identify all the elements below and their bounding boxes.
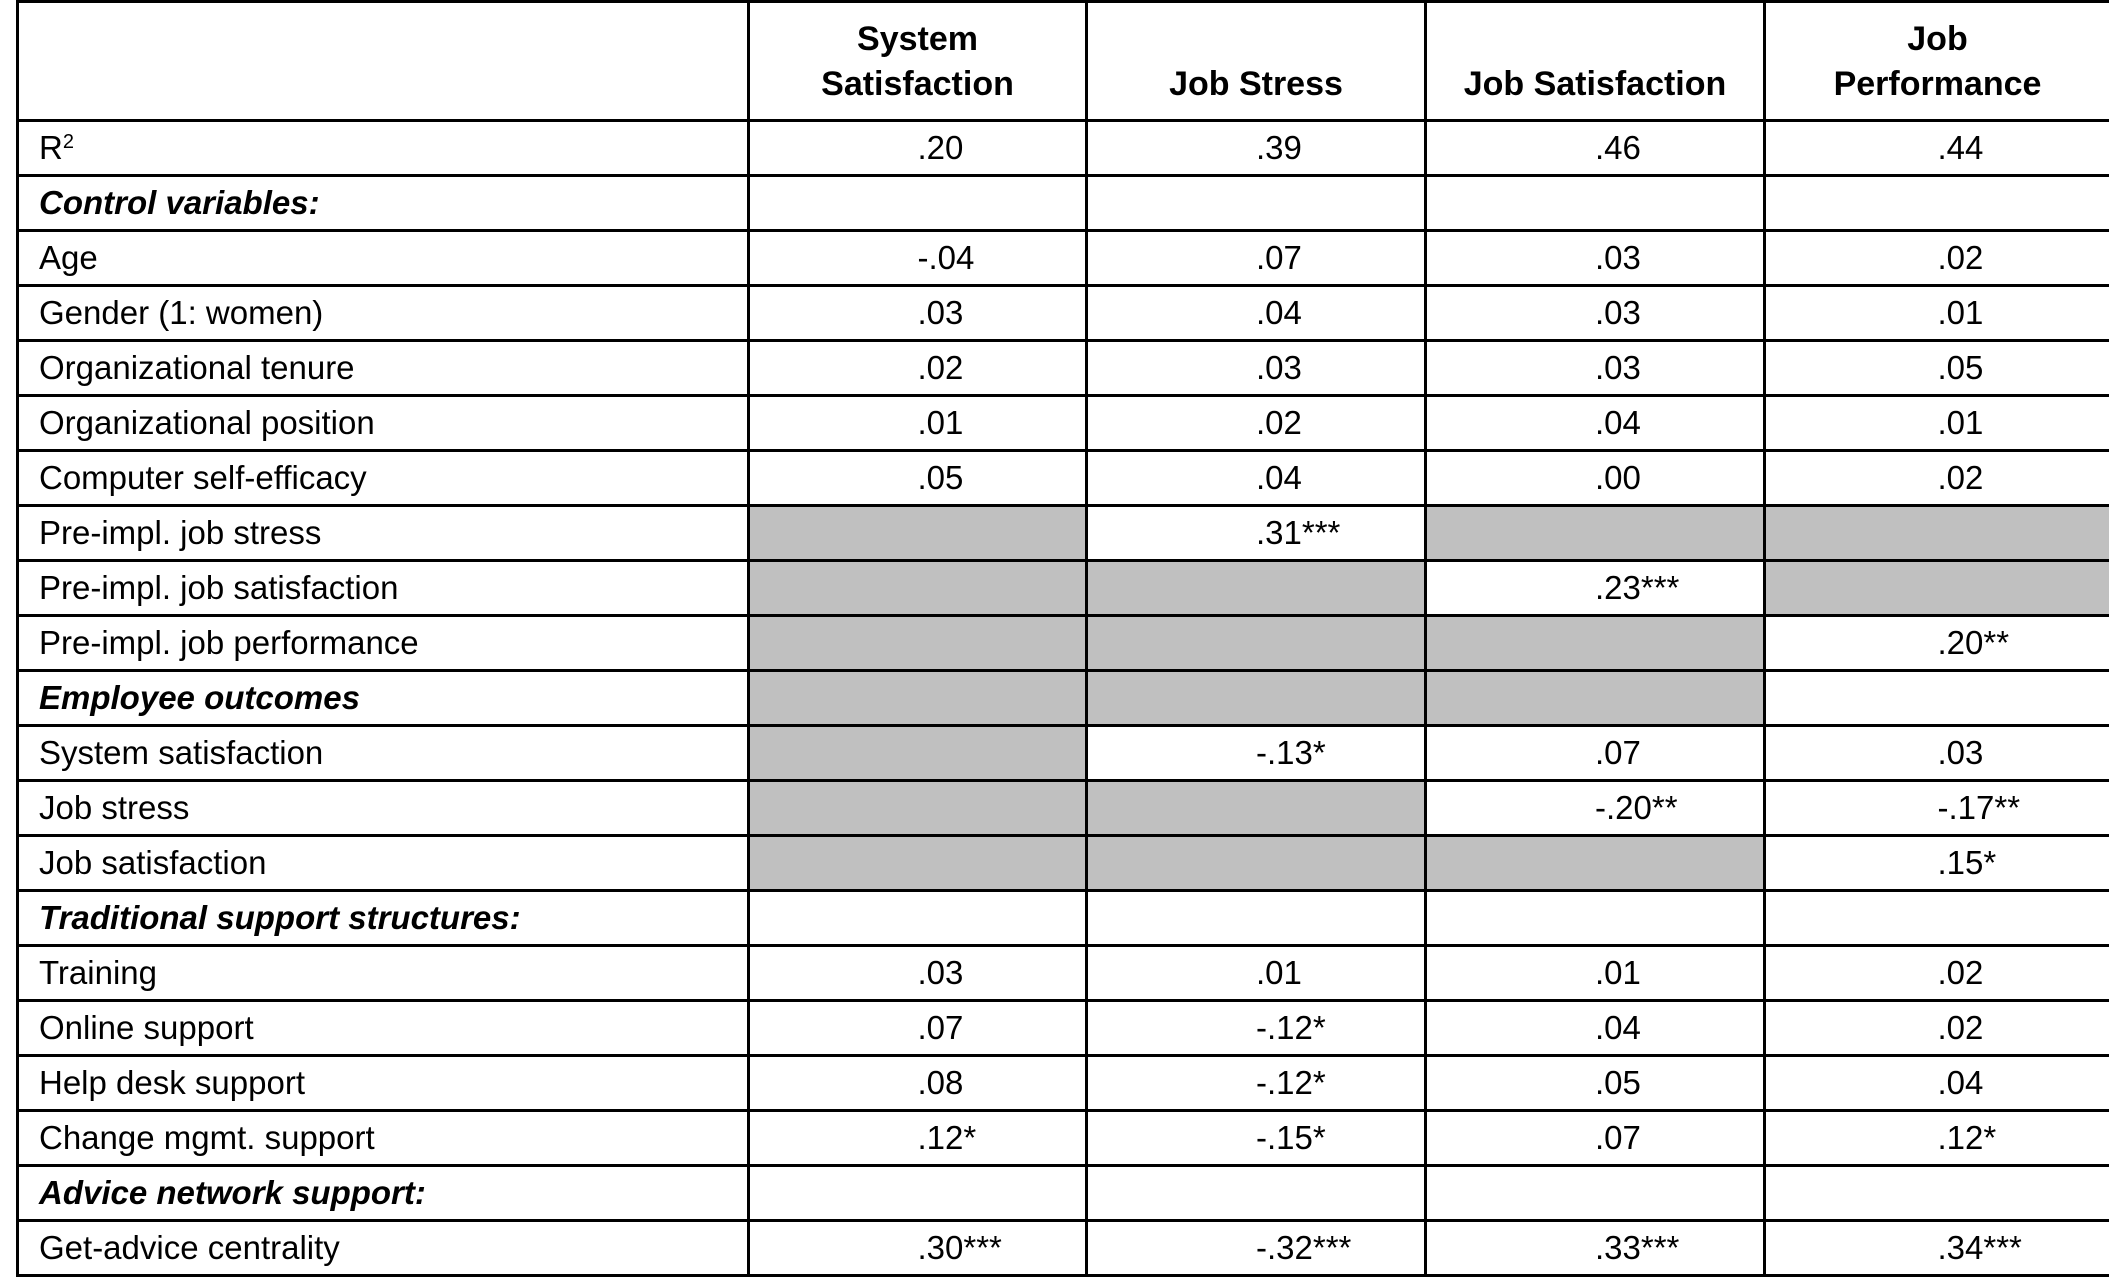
cell-value: .02 — [1156, 398, 1356, 448]
table-row — [18, 1221, 2109, 1276]
header-cell-blank — [18, 2, 749, 121]
value-cell — [1426, 726, 1765, 781]
value-cell — [1765, 836, 2109, 891]
value-cell — [1426, 286, 1765, 341]
shaded-cell — [749, 726, 1087, 781]
cell-value: .04 — [1156, 453, 1356, 503]
cell-value: .12* — [818, 1113, 1018, 1163]
value-cell — [1087, 946, 1426, 1001]
value-cell — [1765, 1001, 2109, 1056]
table-row — [18, 1001, 2109, 1056]
cell-value: .03 — [1495, 233, 1695, 283]
value-cell — [749, 1056, 1087, 1111]
header-job-satisfaction: Job Satisfaction — [1426, 2, 1765, 121]
cell-value: .30*** — [818, 1223, 1018, 1273]
cell-value: .15* — [1838, 838, 2038, 888]
value-cell — [1087, 1221, 1426, 1276]
value-cell — [1765, 286, 2109, 341]
value-cell — [1087, 231, 1426, 286]
row-label: Training — [18, 946, 749, 1001]
value-cell — [1087, 1001, 1426, 1056]
value-cell — [749, 1001, 1087, 1056]
cell-value: .04 — [1495, 398, 1695, 448]
value-cell — [1426, 231, 1765, 286]
section-label: Traditional support structures: — [18, 891, 749, 946]
r2-row — [18, 121, 2109, 176]
table-row — [18, 341, 2109, 396]
cell-value: .02 — [1838, 233, 2038, 283]
cell-value: .04 — [1156, 288, 1356, 338]
value-cell — [749, 1111, 1087, 1166]
cell-value: .01 — [1838, 288, 2038, 338]
value-cell — [1087, 396, 1426, 451]
shaded-cell — [1426, 671, 1765, 726]
row-label: Online support — [18, 1001, 749, 1056]
value-cell — [1426, 1221, 1765, 1276]
cell-value: -.20** — [1495, 783, 1695, 833]
cell-value: .03 — [1156, 343, 1356, 393]
cell-value: .04 — [1495, 1003, 1695, 1053]
value-cell — [1426, 946, 1765, 1001]
shaded-cell — [1426, 506, 1765, 561]
cell-value: .07 — [1495, 1113, 1695, 1163]
value-cell — [1426, 1166, 1765, 1221]
value-cell — [749, 341, 1087, 396]
r2-value: .46 — [1426, 121, 1765, 176]
shaded-cell — [1765, 506, 2109, 561]
row-label: Job satisfaction — [18, 836, 749, 891]
value-cell — [1087, 726, 1426, 781]
cell-value: -.12* — [1156, 1003, 1356, 1053]
row-label: Organizational tenure — [18, 341, 749, 396]
section-label: Employee outcomes — [18, 671, 749, 726]
row-label: Gender (1: women) — [18, 286, 749, 341]
value-cell — [1087, 286, 1426, 341]
table-row — [18, 1056, 2109, 1111]
value-cell — [1765, 946, 2109, 1001]
value-cell — [1087, 451, 1426, 506]
shaded-cell — [749, 506, 1087, 561]
value-cell — [749, 891, 1087, 946]
value-cell — [1765, 231, 2109, 286]
r2-value: .20 — [749, 121, 1087, 176]
value-cell — [1765, 1166, 2109, 1221]
value-cell — [1426, 1111, 1765, 1166]
value-cell — [1765, 176, 2109, 231]
value-cell — [749, 396, 1087, 451]
value-cell — [1426, 1001, 1765, 1056]
shaded-cell — [749, 616, 1087, 671]
value-cell — [1765, 396, 2109, 451]
shaded-cell — [1426, 616, 1765, 671]
section-label: Advice network support: — [18, 1166, 749, 1221]
table-row — [18, 231, 2109, 286]
value-cell — [1765, 341, 2109, 396]
row-label: Change mgmt. support — [18, 1111, 749, 1166]
row-label: Help desk support — [18, 1056, 749, 1111]
cell-value: .05 — [1838, 343, 2038, 393]
cell-value: .07 — [818, 1003, 1018, 1053]
value-cell — [1765, 1111, 2109, 1166]
value-cell — [1426, 891, 1765, 946]
shaded-cell — [1087, 836, 1426, 891]
value-cell — [1087, 341, 1426, 396]
table-row — [18, 836, 2109, 891]
table-row — [18, 451, 2109, 506]
cell-value: .03 — [818, 948, 1018, 998]
value-cell — [1426, 1056, 1765, 1111]
cell-value: .01 — [1495, 948, 1695, 998]
cell-value: .23*** — [1495, 563, 1695, 613]
value-cell — [1765, 726, 2109, 781]
cell-value: .34*** — [1838, 1223, 2038, 1273]
value-cell — [1426, 176, 1765, 231]
value-cell — [1426, 451, 1765, 506]
value-cell — [1765, 671, 2109, 726]
value-cell — [1426, 341, 1765, 396]
shaded-cell — [1087, 616, 1426, 671]
section-row — [18, 176, 2109, 231]
cell-value: .03 — [1495, 343, 1695, 393]
cell-value: .05 — [818, 453, 1018, 503]
section-row — [18, 1166, 2109, 1221]
cell-value: .08 — [818, 1058, 1018, 1108]
value-cell — [749, 176, 1087, 231]
cell-value: -.12* — [1156, 1058, 1356, 1108]
cell-value: -.17** — [1838, 783, 2038, 833]
shaded-cell — [749, 671, 1087, 726]
cell-value: -.13* — [1156, 728, 1356, 778]
shaded-cell — [1765, 561, 2109, 616]
r2-value: .39 — [1087, 121, 1426, 176]
cell-value: -.32*** — [1156, 1223, 1356, 1273]
cell-value: .31*** — [1156, 508, 1356, 558]
cell-value: .04 — [1838, 1058, 2038, 1108]
cell-value: .00 — [1495, 453, 1695, 503]
section-row — [18, 891, 2109, 946]
row-label: Pre-impl. job performance — [18, 616, 749, 671]
value-cell — [1765, 1056, 2109, 1111]
header-job-performance: Job Performance — [1765, 2, 2109, 121]
table-row — [18, 396, 2109, 451]
shaded-cell — [749, 561, 1087, 616]
table-row — [18, 561, 2109, 616]
shaded-cell — [749, 781, 1087, 836]
header-job-stress: Job Stress — [1087, 2, 1426, 121]
header-system-satisfaction: System Satisfaction — [749, 2, 1087, 121]
cell-value: -.04 — [818, 233, 1018, 283]
cell-value: .01 — [1156, 948, 1356, 998]
value-cell — [1765, 616, 2109, 671]
table-row — [18, 1111, 2109, 1166]
cell-value: .07 — [1156, 233, 1356, 283]
value-cell — [1426, 396, 1765, 451]
value-cell — [749, 231, 1087, 286]
value-cell — [1426, 561, 1765, 616]
value-cell — [1765, 451, 2109, 506]
table-row — [18, 616, 2109, 671]
shaded-cell — [749, 836, 1087, 891]
value-cell — [1426, 781, 1765, 836]
cell-value: .02 — [1838, 1003, 2038, 1053]
cell-value: .03 — [1495, 288, 1695, 338]
row-label: System satisfaction — [18, 726, 749, 781]
cell-value: .20** — [1838, 618, 2038, 668]
value-cell — [749, 946, 1087, 1001]
cell-value: .12* — [1838, 1113, 2038, 1163]
r2-value: .44 — [1765, 121, 2109, 176]
row-label: Age — [18, 231, 749, 286]
cell-value: .01 — [818, 398, 1018, 448]
value-cell — [749, 451, 1087, 506]
cell-value: .02 — [1838, 453, 2038, 503]
table-row — [18, 726, 2109, 781]
value-cell — [1765, 891, 2109, 946]
value-cell — [1087, 1166, 1426, 1221]
value-cell — [749, 1221, 1087, 1276]
r2-label: $R^2$ — [18, 121, 749, 176]
cell-value: .02 — [1838, 948, 2038, 998]
section-row — [18, 671, 2109, 726]
shaded-cell — [1426, 836, 1765, 891]
table-row — [18, 286, 2109, 341]
value-cell — [1087, 1111, 1426, 1166]
value-cell — [1087, 176, 1426, 231]
row-label: Pre-impl. job stress — [18, 506, 749, 561]
section-label: Control variables: — [18, 176, 749, 231]
row-label: Computer self-efficacy — [18, 451, 749, 506]
cell-value: .01 — [1838, 398, 2038, 448]
cell-value: -.15* — [1156, 1113, 1356, 1163]
shaded-cell — [1087, 781, 1426, 836]
cell-value: .33*** — [1495, 1223, 1695, 1273]
value-cell — [1765, 1221, 2109, 1276]
cell-value: .07 — [1495, 728, 1695, 778]
row-label: Get-advice centrality — [18, 1221, 749, 1276]
cell-value: .05 — [1495, 1058, 1695, 1108]
table-row — [18, 946, 2109, 1001]
table-row — [18, 506, 2109, 561]
value-cell — [1765, 781, 2109, 836]
cell-value: .02 — [818, 343, 1018, 393]
value-cell — [1087, 1056, 1426, 1111]
value-cell — [749, 1166, 1087, 1221]
table-row — [18, 781, 2109, 836]
row-label: Pre-impl. job satisfaction — [18, 561, 749, 616]
cell-value: .03 — [818, 288, 1018, 338]
cell-value: .03 — [1838, 728, 2038, 778]
results-table — [16, 0, 2109, 1277]
row-label: Organizational position — [18, 396, 749, 451]
shaded-cell — [1087, 561, 1426, 616]
shaded-cell — [1087, 671, 1426, 726]
row-label: Job stress — [18, 781, 749, 836]
value-cell — [1087, 891, 1426, 946]
value-cell — [1087, 506, 1426, 561]
value-cell — [749, 286, 1087, 341]
header-row — [18, 2, 2109, 121]
